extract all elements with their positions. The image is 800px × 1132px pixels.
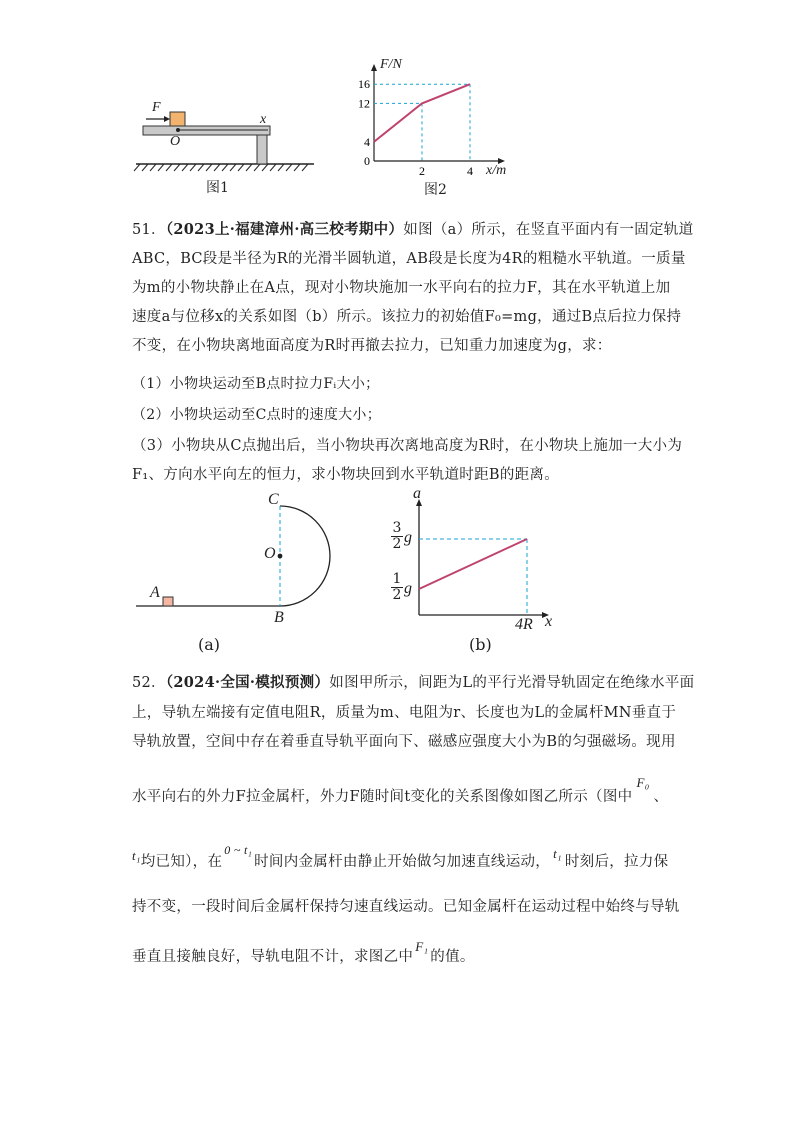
q52-line1-text: 如图甲所示，间距为L的平行光滑导轨固定在绝缘水平面 xyxy=(329,675,695,691)
q52-line5-text-c: 时刻后，拉力保 xyxy=(564,854,669,870)
x-tick-label: 2 xyxy=(419,164,425,178)
center-dot xyxy=(278,554,283,559)
fig-b-tick-low-den: 2 xyxy=(392,587,402,603)
q51-line1-text: 如图（a）所示，在竖直平面内有一固定轨道 xyxy=(403,222,694,238)
fig-b-tick-low xyxy=(391,572,403,603)
q52-line-3: 导轨放置，空间中存在着垂直导轨平面向下、磁感应强度大小为B的匀强磁场。现用 xyxy=(132,734,676,750)
fig-a-label-A: A xyxy=(150,584,160,601)
y-tick-label: 0 xyxy=(364,154,370,168)
series-line-F xyxy=(374,84,470,142)
q52-number: 52． xyxy=(132,675,166,691)
fig-a-label-O: O xyxy=(264,545,276,562)
fig2-x-axis-label: x/m xyxy=(486,163,507,178)
q52-line-5 xyxy=(132,843,669,871)
q52-symbol-F1: F₁ xyxy=(415,939,429,954)
fig-b-tick-high-num: 3 xyxy=(392,520,402,536)
fig-b-tick-low-unit: g xyxy=(404,580,412,597)
fig1-label-F: F xyxy=(152,100,161,115)
q52-line4-text: 水平向右的外力F拉金属杆，外力F随时间t变化的关系图像如图乙所示（图中 xyxy=(132,789,633,805)
q52-symbol-t1: t₁ xyxy=(132,848,141,863)
q51-line-4: 速度a与位移x的关系如图（b）所示。该拉力的初始值F₀=mg，通过B点后拉力保持 xyxy=(132,309,682,325)
q52-line7-text-b: 的值。 xyxy=(430,949,475,965)
fig-b-tick-high xyxy=(391,521,403,552)
figure-b-chart xyxy=(385,485,565,660)
figure-2 xyxy=(352,55,532,200)
q52-line5-text-a: 均已知），在 xyxy=(140,854,223,870)
fig-b-tick-high-den: 2 xyxy=(392,536,402,552)
fig2-caption: 图2 xyxy=(424,182,447,198)
y-tick-label: 4 xyxy=(364,134,370,149)
q52-line-4 xyxy=(132,775,669,806)
q51-sub-1: （1）小物块运动至B点时拉力Fᵢ大小； xyxy=(132,376,380,392)
q52-source: （2024·全国·模拟预测） xyxy=(165,674,330,691)
fig2-y-axis-label: F/N xyxy=(380,57,402,72)
q52-symbol-t1-b: t₁ xyxy=(553,846,562,861)
y-tick-label: 12 xyxy=(358,96,370,111)
fig-b-caption: (b) xyxy=(469,635,492,654)
fig-b-x-tick: 4R xyxy=(515,616,533,633)
fig-b-tick-high-unit: g xyxy=(404,529,412,546)
fig-a-label-C: C xyxy=(268,491,279,508)
figure-a-drawing xyxy=(130,485,350,660)
q52-line-6: 持不变，一段时间后金属杆保持匀速直线运动。已知金属杆在运动过程中始终与导轨 xyxy=(132,899,680,915)
q51-sub-2: （2）小物块运动至C点时的速度大小； xyxy=(132,407,382,423)
q52-line-7 xyxy=(132,939,475,966)
q52-line-2: 上，导轨左端接有定值电阻R，质量为m、电阻为r、长度也为L的金属杆MN垂直于 xyxy=(132,705,677,721)
figure-1 xyxy=(128,100,318,195)
q52-line4-end: 、 xyxy=(653,789,669,805)
x-tick-label: 4 xyxy=(467,164,473,178)
fig-a-label-B: B xyxy=(274,609,284,626)
q51-sub-3-line-2: F₁、方向水平向左的恒力，求小物块回到水平轨道时距B的距离。 xyxy=(132,467,560,483)
q52-line7-text-a: 垂直且接触良好，导轨电阻不计，求图乙中 xyxy=(132,949,414,965)
fig1-label-O: O xyxy=(170,134,181,149)
q51-line-2: ABC，BC段是半径为R的光滑半圆轨道，AB段是长度为4R的粗糙水平轨道。一质量 xyxy=(132,251,686,267)
fig-b-x-axis-label: x xyxy=(545,613,553,630)
q52-symbol-interval: 0 ~ t₁ xyxy=(224,843,253,857)
q51-line-5: 不变，在小物块离地面高度为R时再撤去拉力，已知重力加速度为g，求： xyxy=(132,338,612,354)
q52-line5-text-b: 时间内金属杆由静止开始做匀加速直线运动， xyxy=(254,854,551,870)
fig-a-caption: (a) xyxy=(198,635,221,654)
small-block xyxy=(163,597,173,606)
fig1-label-x: x xyxy=(260,112,267,127)
q51-line-3: 为m的小物块静止在A点，现对小物块施加一水平向右的拉力F，其在水平轨道上加 xyxy=(132,280,671,296)
fig1-caption: 图1 xyxy=(206,180,229,196)
fig-b-tick-low-num: 1 xyxy=(392,571,402,587)
fig-b-line xyxy=(419,539,527,589)
q52-symbol-F0: F₀ xyxy=(636,775,650,790)
q51-source: （2023上·福建漳州·高三校考期中） xyxy=(165,221,404,238)
fig-b-y-axis-label: a xyxy=(413,485,421,502)
figure-a xyxy=(130,485,350,660)
q52-line-1 xyxy=(132,671,694,692)
figure-b xyxy=(385,485,565,660)
block xyxy=(170,112,185,126)
y-tick-label: 16 xyxy=(358,77,370,92)
support-post xyxy=(257,135,267,164)
q51-number: 51． xyxy=(132,222,166,238)
q51-line-1 xyxy=(132,218,693,239)
semicircle-track xyxy=(280,506,330,606)
q51-sub-3-line-1: （3）小物块从C点抛出后，当小物块再次离地高度为R时，在小物块上施加一大小为 xyxy=(132,438,683,454)
